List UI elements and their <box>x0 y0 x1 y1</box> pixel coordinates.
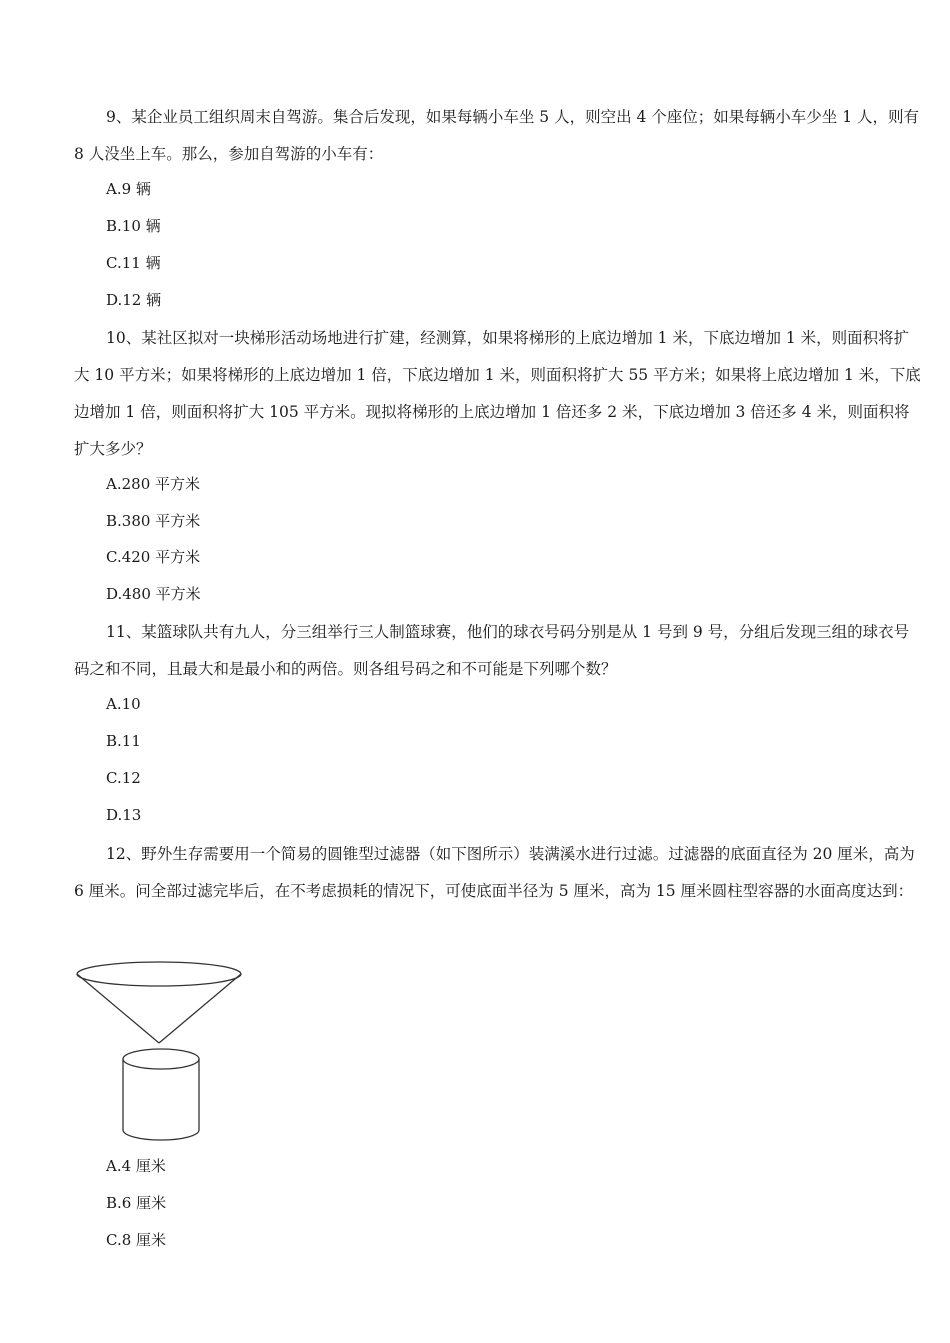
question-9-option-d: D.12 辆 <box>106 291 162 309</box>
question-12-option-c: C.8 厘米 <box>106 1231 167 1249</box>
question-9-option-b: B.10 辆 <box>106 217 161 235</box>
cylinder-top-ellipse <box>123 1049 199 1069</box>
question-12-text: 12、野外生存需要用一个简易的圆锥型过滤器（如下图所示）装满溪水进行过滤。过滤器的底面直径为 20 厘米，高为 6 厘米。问全部过滤完毕后，在不考虑损耗的情况下，可使底面半径为 5 厘米，高为 15 厘米圆柱型容器的水面高度达到： <box>74 845 915 900</box>
question-10-option-c: C.420 平方米 <box>106 548 201 566</box>
question-11-option-d: D.13 <box>106 806 142 824</box>
question-10-option-a: A.280 平方米 <box>106 475 200 493</box>
question-10-text: 10、某社区拟对一块梯形活动场地进行扩建，经测算，如果将梯形的上底边增加 1 米，下底边增加 1 米，则面积将扩大 10 平方米；如果将梯形的上底边增加 1 倍，下底边增加 1 米，则面积将扩大 55 平方米；如果将上底边增加 1 米，下底边增加 1 倍，则面积将扩大 105 平方米。现拟将梯形的上底边增加 1 倍还多 2 米，下底边增加 3 倍还多 4 米，则面积将扩大多少？ <box>74 329 921 458</box>
question-10-option-d: D.480 平方米 <box>106 585 201 603</box>
question-12-option-a: A.4 厘米 <box>106 1157 166 1175</box>
cone-top-ellipse <box>77 962 241 986</box>
question-9-option-a: A.9 辆 <box>106 180 151 198</box>
question-11-option-c: C.12 <box>106 769 141 787</box>
question-11-option-a: A.10 <box>106 695 141 713</box>
question-12-option-b: B.6 厘米 <box>106 1194 167 1212</box>
cylinder-bottom-arc <box>123 1130 199 1140</box>
question-11-option-b: B.11 <box>106 732 141 750</box>
cone-filter-and-cylinder-figure <box>76 960 246 1148</box>
question-11-text: 11、某篮球队共有九人，分三组举行三人制篮球赛，他们的球衣号码分别是从 1 号到 9 号，分组后发现三组的球衣号码之和不同，且最大和是最小和的两倍。则各组号码之和不可能是下列哪个数？ <box>74 623 910 678</box>
question-10-option-b: B.380 平方米 <box>106 512 201 530</box>
question-9-text: 9、某企业员工组织周末自驾游。集合后发现，如果每辆小车坐 5 人，则空出 4 个座位；如果每辆小车少坐 1 人，则有 8 人没坐上车。那么，参加自驾游的小车有： <box>74 108 920 163</box>
question-9-option-c: C.11 辆 <box>106 254 161 272</box>
